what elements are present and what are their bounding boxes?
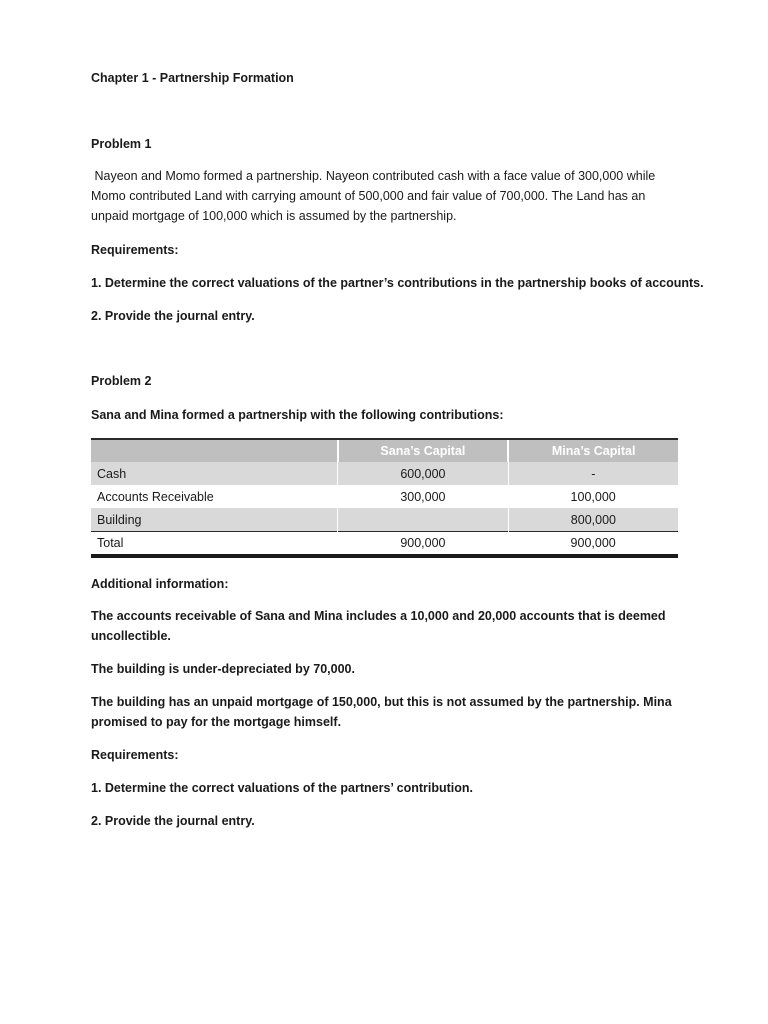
problem1-line-1: Nayeon and Momo formed a partnership. Nayeon contributed cash with a face value of 300,000 while — [91, 169, 656, 183]
info1-line-2: uncollectible. — [91, 629, 171, 643]
accounts-receivable-sana: 300,000 — [338, 485, 509, 508]
contributions-table — [91, 438, 678, 558]
header-mina-capital: Mina’s Capital — [508, 440, 678, 462]
total-mina: 900,000 — [508, 532, 678, 555]
header-sana-capital: Sana’s Capital — [338, 440, 509, 462]
row-label-cash: Cash — [91, 462, 338, 485]
problem2-requirements-heading: Requirements: — [91, 748, 179, 762]
chapter-title: Chapter 1 - Partnership Formation — [91, 71, 294, 85]
cash-mina: - — [508, 462, 678, 485]
info1-line-1: The accounts receivable of Sana and Mina includes a 10,000 and 20,000 accounts that is deemed — [91, 609, 666, 623]
problem1-requirement-1: 1. Determine the correct valuations of the partner’s contributions in the partnership books of accounts. — [91, 276, 704, 290]
cash-sana: 600,000 — [338, 462, 509, 485]
problem1-requirements-heading: Requirements: — [91, 243, 179, 257]
problem1-heading: Problem 1 — [91, 137, 152, 151]
table-row-total — [91, 532, 678, 555]
problem2-heading: Problem 2 — [91, 374, 152, 388]
problem1-line-2: Momo contributed Land with carrying amount of 500,000 and fair value of 700,000. The Land has an — [91, 189, 646, 203]
accounts-receivable-mina: 100,000 — [508, 485, 678, 508]
problem1-line-3: unpaid mortgage of 100,000 which is assumed by the partnership. — [91, 209, 457, 223]
problem2-intro: Sana and Mina formed a partnership with the following contributions: — [91, 408, 504, 422]
table-row-accounts-receivable — [91, 485, 678, 508]
table-row-cash — [91, 462, 678, 485]
additional-info-1 — [91, 606, 681, 646]
building-sana — [338, 508, 509, 532]
row-label-building: Building — [91, 508, 338, 532]
header-blank — [91, 440, 338, 462]
problem2-requirement-1: 1. Determine the correct valuations of the partners’ contribution. — [91, 781, 474, 795]
row-label-accounts-receivable: Accounts Receivable — [91, 485, 338, 508]
problem2-requirement-2: 2. Provide the journal entry. — [91, 814, 255, 828]
additional-info-2: The building is under-depreciated by 70,000. — [91, 662, 355, 676]
total-sana: 900,000 — [338, 532, 509, 555]
table-header-row — [91, 440, 678, 462]
info3-line-1: The building has an unpaid mortgage of 150,000, but this is not assumed by the partnership. Mina — [91, 695, 672, 709]
problem1-paragraph — [91, 166, 681, 226]
additional-info-heading: Additional information: — [91, 577, 229, 591]
building-mina: 800,000 — [508, 508, 678, 532]
problem1-requirement-2: 2. Provide the journal entry. — [91, 309, 255, 323]
info3-line-2: promised to pay for the mortgage himself. — [91, 715, 342, 729]
row-label-total: Total — [91, 532, 338, 555]
additional-info-3 — [91, 692, 681, 732]
table-bottom-rule — [91, 554, 678, 558]
table-row-building — [91, 508, 678, 532]
